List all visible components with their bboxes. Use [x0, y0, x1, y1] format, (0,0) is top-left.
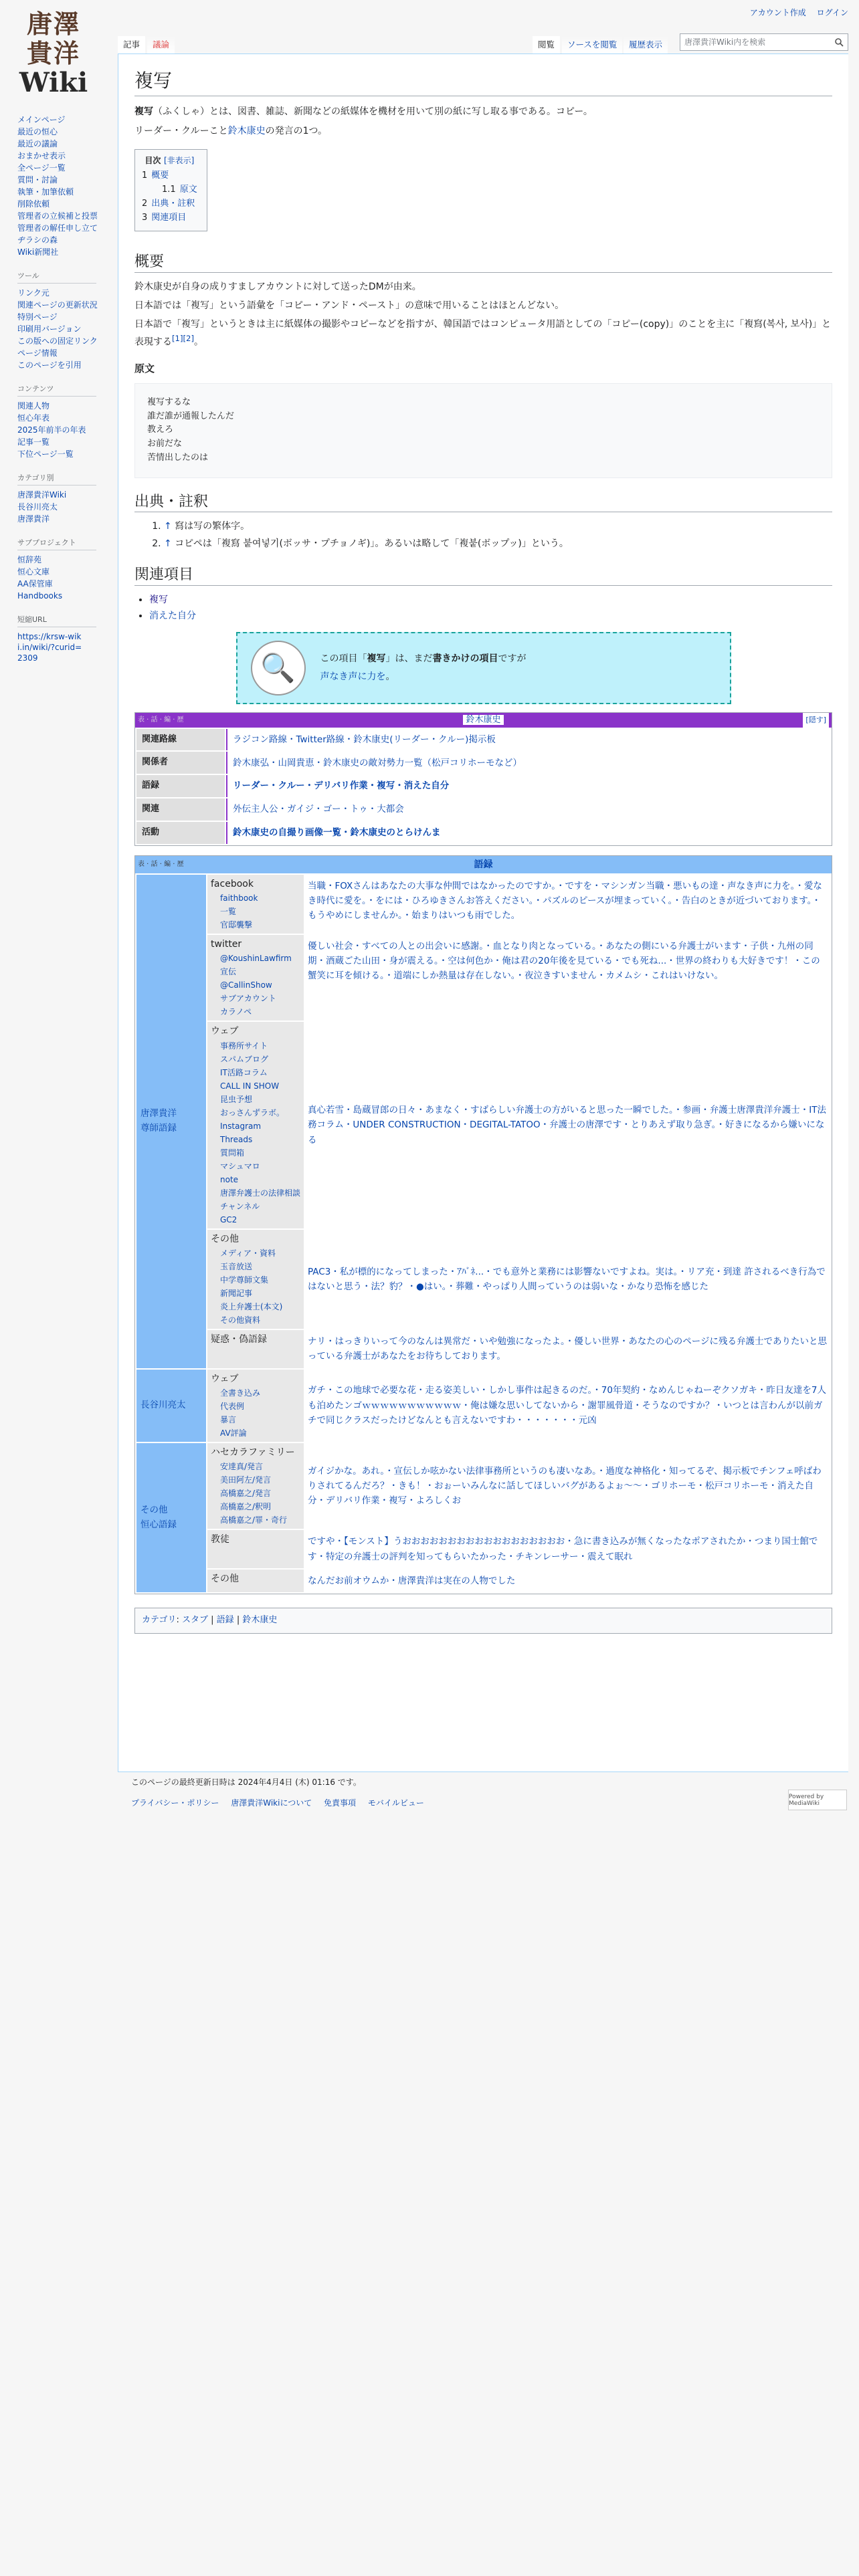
sidebar-item[interactable]: メインページ [17, 115, 66, 124]
navbox-row: 関係者 鈴木康弘・山岡貴恵・鈴木康史の敵対勢力一覧（松戸コリホーモなど） [136, 752, 830, 774]
navbox-list[interactable]: 優しい社会・すべての人との出会いに感謝。・血となり肉となっている。・あなたの側にいる弁護士がいます・子供・九州の同期・酒蔵ごた山田・身が震える。・空は何色か・俺は君の20年後を見ている・でも死ね...・世界の終わりも大好きです！・この蟹笑に耳を傾ける。・道端にしか熱量は存在しない。・夜泣きすいません・カメムシ・これはいけない。 [308, 940, 820, 982]
navbox-subgroup: ウェブ 事務所サイト スパムブログ IT活路コラム CALL IN SHOW 昆虫予想 おっさんずラボ。 Instagram Threads 質問箱 マシュマロ note 唐澤弁護士の法律相談チャンネル GC2 [207, 1022, 304, 1228]
toc-item[interactable]: 1 概要 [142, 170, 169, 181]
sidebar-item[interactable]: Wiki新聞社 [17, 247, 59, 257]
sidebar-item[interactable]: Handbooks [17, 591, 63, 601]
logo-text-line2: 貴洋 [26, 38, 80, 68]
personal-tools [742, 7, 848, 18]
tab-view-source[interactable]: ソースを閲覧 [562, 36, 622, 53]
category-link[interactable]: 鈴木康史 [242, 1615, 278, 1626]
logo-text-line3: Wiki [19, 67, 88, 98]
sidebar-item[interactable]: 特別ページ [17, 312, 58, 322]
navbox-suzuki [134, 712, 832, 846]
toc-item[interactable]: 3 関連項目 [142, 212, 187, 223]
footer-link[interactable]: プライバシー・ポリシー [131, 1798, 219, 1808]
navbox-vte-links[interactable]: 表 · 話 · 編 · 歴 [138, 716, 184, 724]
section-heading-overview: 概要 [134, 253, 832, 273]
sidebar-item[interactable]: 長谷川亮太 [17, 502, 58, 512]
sidebar-item[interactable]: このページを引用 [17, 360, 82, 370]
sidebar-item[interactable]: 最近の議論 [17, 139, 58, 148]
sidebar-item[interactable]: ヂラシの森 [17, 235, 58, 245]
navbox-row: 関連 外伝主人公・ガイジ・ゴー・トゥ・大都会 [136, 798, 830, 821]
sidebar-item[interactable]: 記事一覧 [17, 437, 50, 447]
navbox-group-hasegawa: 長谷川亮太 [136, 1370, 206, 1442]
overview-p3: 日本語で「複写」というときは主に紙媒体の撮影やコピーなどを指すが、韓国語ではコンピュータ用語としての「コピー(copy)」のことを主に「複寫(복사, 보사)」と表現する[1][2]。 [134, 319, 832, 348]
intro-paragraph-2: リーダー・クルーこと鈴木康史の発言の1つ。 [134, 125, 327, 136]
toc-item[interactable]: 2 出典・註釈 [142, 198, 195, 209]
sidebar-item[interactable]: ページ情報 [17, 348, 58, 358]
navbox-title[interactable]: 鈴木康史 [463, 715, 503, 725]
sidebar-item[interactable]: 2025年前半の年表 [17, 425, 86, 435]
main-content [118, 53, 848, 1772]
navbox-row: 関連路線 ラジコン路線・Twitter路線・鈴木康史(リーダー・クルー)掲示板 [136, 729, 830, 751]
navbox-subgroup: その他 [207, 1570, 304, 1592]
sidebar-item[interactable]: おまかせ表示 [17, 151, 66, 160]
navbox-list[interactable]: 真心若雪・島蔵冒郎の日々・あまなく・すばらしい弁護士の方がいると思った一瞬でした。・参画・弁護士唐澤貴洋弁護士・IT法務コラム・UNDER CONSTRUCTION・DEGITAL-TATOO・弁護士の唐澤です・とりあえず取り急ぎ。・好きになるから嫌いになる [308, 1105, 826, 1146]
sidebar-item[interactable]: 最近の恒心 [17, 127, 58, 136]
footer [131, 1776, 847, 1808]
sidebar-subprojects [17, 537, 118, 602]
magnifier-icon: 🔍 [251, 641, 306, 695]
search-placeholder: 唐澤貴洋Wiki内を検索 [684, 37, 766, 47]
sidebar-category [17, 472, 118, 525]
footer-link[interactable]: 唐澤貴洋Wikiについて [231, 1798, 312, 1808]
section-heading-original: 原文 [134, 362, 155, 374]
sidebar-navigation [17, 114, 118, 258]
sidebar-item[interactable]: 恒心年表 [17, 413, 50, 423]
navbox-list[interactable]: ナリ・はっきりいって今のなんは異常だ・いや勉強になったよ。・優しい世界・あなたの心のページに残る弁護士でありたいと思っている弁護士があなたをお待ちしております。 [308, 1336, 827, 1362]
navbox-list[interactable]: ガチ・この地球で必要な花・走る姿美しい・しかし事件は起きるのだ。・70年契約・なめんじゃねーぞクソガキ・昨日友達を7人も泊めたンゴｗｗｗｗｗｗｗｗｗｗｗ・俺は嫌な思いしてないから・謝罪風骨道・そうなのですか？・いつとは言わんが以前ガチで同じクラスだったけどなんとも言えないですわ・・・・・・・元凶 [308, 1385, 827, 1426]
footer-link[interactable]: モバイルビュー [367, 1798, 424, 1808]
portal-heading: 短縮URL [17, 614, 96, 627]
sidebar-item[interactable]: 恒辞苑 [17, 555, 42, 564]
tab-read[interactable]: 閲覧 [533, 36, 560, 53]
navbox-list[interactable]: 当職・FOXさんはあなたの大事な仲間ではなかったのですか。・ですを・マシンガン当職・悪いもの達・声なき声に力を。・愛なき時代に愛を。・をには・ひろゆきさんお答えください。・パズルのピースが埋まっていく。・告白のときが近づいております。・もうやめにしませんか。・始まりはいつも雨でした。 [308, 880, 822, 922]
navbox-row: 活動 鈴木康史の自撮り画像一覧・鈴木康史のとらけんま [136, 822, 830, 844]
portal-heading: サブプロジェクト [17, 537, 96, 550]
related-list [149, 593, 832, 624]
sidebar-item[interactable]: 恒心文庫 [17, 567, 50, 576]
backlink-arrow[interactable]: ↑ [164, 538, 172, 549]
navbox-row: 語録 リーダー・クルー・デリバリ作業・複写・消えた自分 [136, 775, 830, 797]
navbox-subgroup: twitter @KoushinLawfirm 宣伝 @CallinShow サブアカウント カラノペ [207, 935, 304, 1021]
toc-item[interactable]: 1.1 原文 [162, 184, 197, 195]
portal-heading: ツール [17, 270, 96, 284]
category-link[interactable]: スタブ [182, 1615, 209, 1626]
navbox-header [135, 713, 832, 728]
footer-link[interactable]: 免責事項 [324, 1798, 357, 1808]
sidebar-item[interactable]: 唐澤貴洋Wiki [17, 490, 67, 500]
sidebar-item[interactable]: 下位ページ一覧 [17, 449, 74, 459]
related-item[interactable]: • 複写 [149, 593, 832, 607]
navbox-vte-links[interactable]: 表 · 話 · 編 · 歴 [138, 860, 184, 868]
sidebar-tools [17, 270, 118, 371]
tab-article[interactable]: 記事 [118, 36, 145, 53]
category-label[interactable]: カテゴリ [142, 1615, 177, 1626]
navbox-hide-toggle[interactable]: [隠す] [803, 713, 829, 728]
navbox-list[interactable]: ですや・【モンスト】うおおおおおおおおおおおおおおおおおお・急に書き込みが無くなったなポアされたか・つまり国士館です・特定の弁護士の評判を知ってもらいたかった・チキンレーサー・震えて眠れ [308, 1536, 818, 1562]
sidebar-item[interactable]: この版への固定リンク [17, 336, 98, 346]
navbox-subgroup: 疑惑・偽語録 [207, 1330, 304, 1368]
sidebar-item[interactable]: 関連ページの更新状況 [17, 300, 98, 310]
search-icon[interactable] [830, 34, 848, 50]
table-of-contents: 目次 [非表示] 1 概要 1.1 原文 2 出典・註釈 3 関連項目 [134, 149, 207, 231]
sidebar-item[interactable]: 全ページ一覧 [17, 163, 66, 173]
navbox-group-karasawa: 唐澤貴洋 尊師語録 [136, 875, 206, 1368]
page-title: 複写 [134, 69, 832, 96]
navbox-group-other: その他 恒心語録 [136, 1443, 206, 1592]
navbox-subgroup: 教徒 [207, 1530, 304, 1568]
navbox-subgroup: ハセカラファミリー 安達真/発言 美田阿左/発言 高橋嘉之/発言 高橋嘉之/釈明 高橋嘉之/罪・奇行 [207, 1443, 304, 1529]
toc-hide-toggle[interactable]: [非表示] [163, 156, 195, 166]
sidebar-item[interactable]: 管理者の立候補と投票 [17, 211, 98, 221]
portal-heading: カテゴリ別 [17, 472, 96, 486]
backlink-arrow[interactable]: ↑ [164, 521, 172, 532]
section-heading-sources: 出典・註釈 [134, 493, 832, 513]
navbox-subgroup: facebook faithbook 一覧 官邸襲撃 [207, 875, 304, 934]
navbox-subgroup: ウェブ 全書き込み 代表例 暴言 AV評論 [207, 1370, 304, 1442]
last-modified: このページの最終更新日時は 2024年4月4日 (木) 01:16 です。 [131, 1778, 361, 1787]
logo-text-line1: 唐澤 [26, 9, 80, 39]
navbox-subgroup: その他 メディア・資料 玉音放送 中学尊師文集 新聞記事 炎上弁護士(本文) その他資料 [207, 1230, 304, 1329]
sidebar-item[interactable]: 管理者の解任申し立て [17, 223, 98, 233]
reference-item: 2. ↑ コピペは「複寫 붙여넣기(ボッサ・プチョノギ)」。あるいは略して「複붙(ボップッ)」という。 [164, 536, 832, 551]
sidebar-item[interactable]: 執筆・加筆依頼 [17, 187, 74, 197]
navbox-list[interactable]: なんだお前オウムか・唐澤貴洋は実在の人物でした [308, 1575, 516, 1586]
tab-history[interactable]: 履歴表示 [624, 36, 668, 53]
related-item[interactable]: • 消えた自分 [149, 609, 832, 623]
original-text-block: 複写するな 誰だ誰が通報したんだ 教えろ お前だな 苦情出したのは [134, 383, 832, 478]
powered-by-mediawiki-badge[interactable]: Powered by MediaWiki [788, 1790, 847, 1810]
overview-p2: 日本語では「複写」という語彙を「コピー・アンド・ペースト」の意味で用いることはほとんどない。 [134, 300, 565, 311]
sidebar-item[interactable]: 唐澤貴洋 [17, 514, 50, 524]
portal-heading: コンテンツ [17, 383, 96, 397]
navbox-list[interactable]: ガイジかな。あれ。・宣伝しか呟かない法律事務所というのも凄いなあ。・過度な神格化・知ってるぞ、掲示板でチンフェ呼ばわりされてるんだろ？・きも！・おぉーいみんなに話してほしいバグがあるよぉ〜〜・ゴリホーモ・松戸コリホーモ・消えた自分・デリバリ作業・複写・よろしくお [308, 1465, 822, 1507]
sidebar-contents [17, 383, 118, 460]
overview-p1: 鈴木康史が自身の成りすましアカウントに対して送ったDMが由来。 [134, 281, 421, 292]
sidebar-item[interactable]: 質問・討論 [17, 175, 58, 185]
article-link[interactable]: 鈴木康史 [227, 125, 266, 136]
sidebar-short-url [17, 614, 118, 664]
reference-item: 1. ↑ 寫は写の繁体字。 [164, 519, 832, 534]
stub-notice: 🔍 この項目「複写」は、まだ書きかけの項目ですが 声なき声に力を。 [236, 632, 731, 704]
category-link[interactable]: 語録 [216, 1615, 234, 1626]
sidebar-item[interactable]: 印刷用バージョン [17, 324, 82, 334]
sidebar-item[interactable]: 削除依頼 [17, 199, 50, 209]
create-account-link[interactable]: アカウント作成 [749, 8, 806, 17]
reference-link[interactable]: [1][2] [172, 333, 195, 343]
navbox-header [135, 856, 832, 873]
tab-talk[interactable]: 議論 [147, 36, 175, 53]
sidebar-item[interactable]: AA保管庫 [17, 579, 53, 588]
site-logo[interactable] [0, 0, 107, 107]
short-url-link[interactable]: https://krsw-wiki.in/wiki/?curid=2309 [17, 632, 82, 663]
sidebar-item[interactable]: 関連人物 [17, 401, 50, 411]
stub-link[interactable]: 声なき声に力を [320, 671, 386, 682]
sidebar [0, 114, 118, 676]
navbox-title[interactable]: 語録 [474, 859, 493, 870]
search-input[interactable] [680, 33, 848, 51]
navbox-list[interactable]: PAC3・私が標的になってしまった・ｱﾊﾞﾈ...・でも意外と業務には影響ないですよね。実は。・リア充・到達 許されるべき行為ではないと思う・法？豹？・●はい。・葬難・やっぱり人間っていうのは弱いな・かなり恐怖を感じた [308, 1266, 826, 1292]
section-heading-related: 関連項目 [134, 566, 832, 586]
references-list [164, 519, 832, 551]
navbox-goroku [134, 855, 832, 1595]
category-links: カテゴリ: スタブ | 語録 | 鈴木康史 [134, 1608, 832, 1634]
sidebar-item[interactable]: リンク元 [17, 288, 50, 298]
login-link[interactable]: ログイン [816, 8, 848, 17]
intro-paragraph: 複写（ふくしゃ）とは、図書、雑誌、新聞などの紙媒体を機材を用いて別の紙に写し取る事である。コピー。 [134, 106, 593, 118]
